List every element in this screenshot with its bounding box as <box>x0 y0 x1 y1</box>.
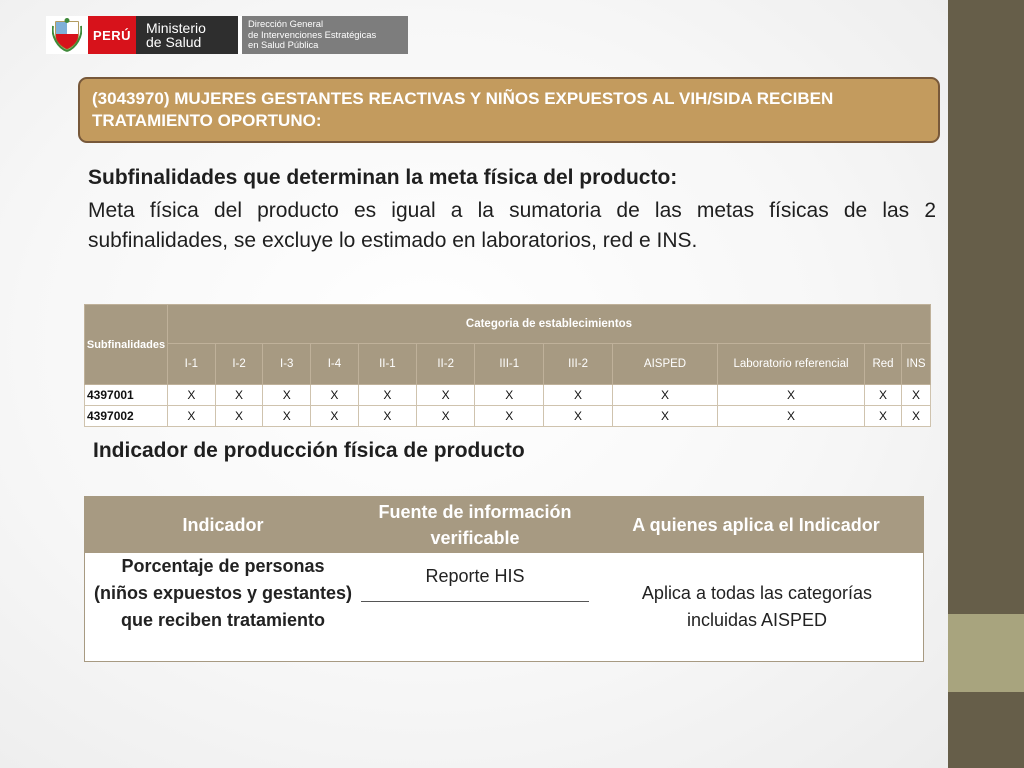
subfinalidades-text: Meta física del producto es igual a la sumatoria de las metas físicas de las 2 subfinalidades, se excluye lo estimado en laboratorios, red e INS. <box>88 199 936 252</box>
column-header: III-1 <box>475 344 544 385</box>
title-line1: (3043970) MUJERES GESTANTES REACTIVAS Y NIÑOS EXPUESTOS AL VIH/SIDA RECIBEN <box>92 89 834 108</box>
ministerio-label <box>136 16 238 54</box>
mark-cell: X <box>718 406 865 427</box>
indicador-table <box>84 496 924 662</box>
right-accent-block <box>948 614 1024 692</box>
mark-cell: X <box>168 385 216 406</box>
aplica-column-header: A quienes aplica el Indicador <box>589 497 923 553</box>
column-header: I-1 <box>168 344 216 385</box>
indicador-heading: Indicador de producción física de producto <box>93 439 525 462</box>
indicador-column-header: Indicador <box>85 497 361 553</box>
cell-divider <box>361 601 589 602</box>
mark-cell: X <box>263 406 311 427</box>
mark-cell: X <box>311 406 359 427</box>
indicador-description: Porcentaje de personas (niños expuestos y gestantes) que reciben tratamiento <box>93 556 353 630</box>
column-header: I-2 <box>215 344 263 385</box>
mark-cell: X <box>475 385 544 406</box>
mark-cell: X <box>311 385 359 406</box>
mark-cell: X <box>358 406 416 427</box>
subfinalidad-code: 4397002 <box>85 406 168 427</box>
mark-cell: X <box>544 385 613 406</box>
coat-of-arms-icon <box>46 16 88 54</box>
column-header: I-4 <box>311 344 359 385</box>
mark-cell: X <box>613 406 718 427</box>
subfinalidades-heading: Subfinalidades que determinan la meta física del producto: <box>88 166 678 189</box>
mark-cell: X <box>263 385 311 406</box>
aplica-value: Aplica a todas las categorías incluidas AISPED <box>641 583 873 630</box>
fuente-column-header: Fuente de información verificable <box>361 497 589 553</box>
mark-cell: X <box>215 385 263 406</box>
mark-cell: X <box>417 385 475 406</box>
column-header: II-1 <box>358 344 416 385</box>
product-title-bar <box>78 77 940 143</box>
column-header: AISPED <box>613 344 718 385</box>
peru-badge: PERÚ <box>88 16 136 54</box>
subfinalidad-code: 4397001 <box>85 385 168 406</box>
direccion-line3: en Salud Pública <box>248 39 319 51</box>
mark-cell: X <box>865 385 902 406</box>
title-line2: TRATAMIENTO OPORTUNO: <box>92 111 322 130</box>
ministerio-line1: Ministerio <box>146 20 206 36</box>
categoria-header: Categoria de establecimientos <box>168 305 931 344</box>
mark-cell: X <box>613 385 718 406</box>
mark-cell: X <box>902 385 931 406</box>
direccion-label <box>242 16 408 54</box>
fuente-value: Reporte HIS <box>425 566 525 586</box>
subfinalidades-header: Subfinalidades <box>85 305 168 385</box>
mark-cell: X <box>544 406 613 427</box>
column-header: III-2 <box>544 344 613 385</box>
mark-cell: X <box>168 406 216 427</box>
table-row <box>85 406 931 427</box>
mark-cell: X <box>865 406 902 427</box>
column-header: I-3 <box>263 344 311 385</box>
column-header: INS <box>902 344 931 385</box>
column-header: Laboratorio referencial <box>718 344 865 385</box>
table-row <box>85 385 931 406</box>
mark-cell: X <box>417 406 475 427</box>
column-header: Red <box>865 344 902 385</box>
mark-cell: X <box>358 385 416 406</box>
ministerio-line2: de Salud <box>146 34 202 50</box>
column-header: II-2 <box>417 344 475 385</box>
minsa-logo <box>46 16 408 54</box>
direccion-line2: de Intervenciones Estratégicas <box>248 28 377 40</box>
categorias-table <box>84 304 931 427</box>
direccion-line1: Dirección General <box>248 18 324 30</box>
mark-cell: X <box>215 406 263 427</box>
mark-cell: X <box>475 406 544 427</box>
mark-cell: X <box>718 385 865 406</box>
mark-cell: X <box>902 406 931 427</box>
